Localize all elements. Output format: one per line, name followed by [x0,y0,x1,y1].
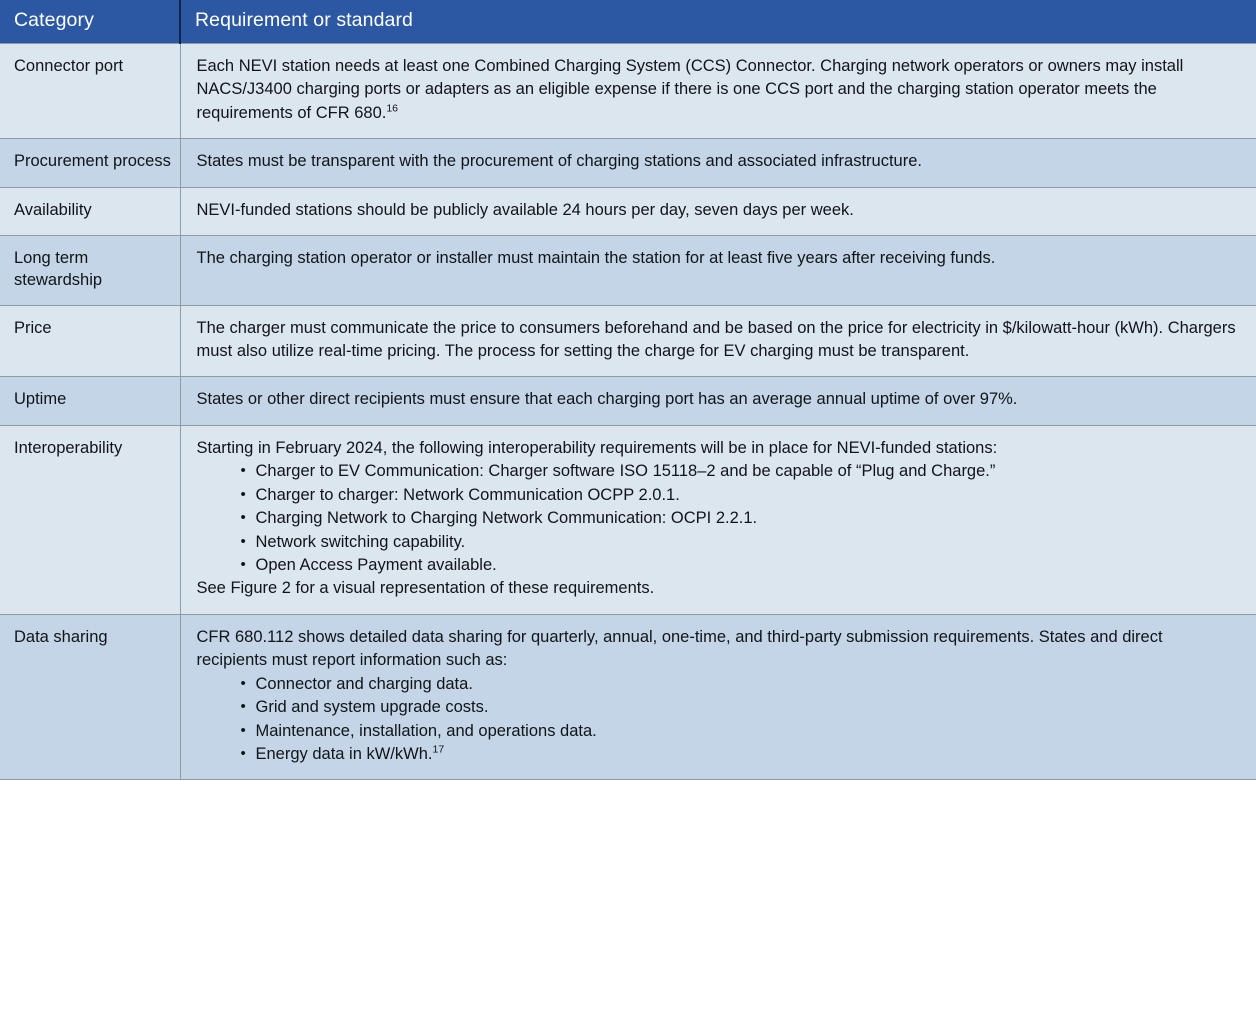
list-item [241,696,1237,719]
requirement-paragraph [197,626,1237,673]
paragraph-text: The charger must communicate the price to consumers beforehand and be based on the price for electricity in $/kilowatt-hour (kWh). Chargers must also utilize real-time pricing. The process for setting the charge for EV charging must be transparent. [196,318,1236,361]
list-item [241,460,1237,483]
paragraph-text: Each NEVI station needs at least one Combined Charging System (CCS) Connector. Charging network operators or owners may install NACS/J3400 charging ports or adapters as an eligible expense if there is one CCS port and the charging station operator meets the requirements of CFR 680. [196,57,1184,122]
cell-category [0,139,180,187]
list-item-text: Charging Network to Charging Network Communication: OCPI 2.2.1. [255,509,758,528]
category-label: Procurement process [14,152,171,171]
list-item [241,531,1237,554]
cell-category [0,614,180,780]
requirement-bullet-list [197,673,1237,767]
cell-category [0,425,180,614]
category-label: Data sharing [14,627,108,646]
column-header-category: Category [0,0,180,44]
requirement-bullet-list [197,460,1237,577]
table-row [0,377,1256,425]
cell-requirement [180,614,1256,780]
table-header [0,0,1256,44]
category-label: Connector port [14,57,124,75]
list-item-text: Maintenance, installation, and operations data. [255,721,597,740]
list-item [241,484,1237,507]
list-item [241,507,1237,530]
requirement-closing-text: See Figure 2 for a visual representation of these requirements. [196,579,655,598]
list-item-text: Energy data in kW/kWh. [255,744,433,763]
requirement-paragraph [197,437,1237,460]
list-item-text: Charger to charger: Network Communication OCPP 2.0.1. [255,485,680,504]
paragraph-text: States or other direct recipients must ensure that each charging port has an average annual uptime of over 97%. [196,390,1018,409]
table-row [0,425,1256,614]
cell-category [0,377,180,425]
table-row [0,614,1256,780]
cell-requirement [180,236,1256,306]
category-label: Long term stewardship [14,249,103,290]
table-body [0,44,1256,780]
cell-requirement [180,187,1256,235]
cell-requirement [180,305,1256,377]
list-item [241,720,1237,743]
table-row [0,236,1256,306]
paragraph-text: Starting in February 2024, the following interoperability requirements will be in place for NEVI-funded stations: [196,438,998,457]
list-item-text: Charger to EV Communication: Charger software ISO 15118–2 and be capable of “Plug and Charge.” [255,462,996,481]
requirement-paragraph [197,388,1237,411]
table-row [0,139,1256,187]
requirement-paragraph [197,55,1237,125]
cell-requirement [180,44,1256,139]
requirement-paragraph [197,247,1237,270]
table-row [0,44,1256,139]
paragraph-text: CFR 680.112 shows detailed data sharing for quarterly, annual, one-time, and third-party submission requirements. States and direct recipients must report information such as: [196,627,1163,670]
category-label: Uptime [14,390,67,409]
table-header-row [0,0,1256,44]
list-item-text: Connector and charging data. [255,674,473,693]
cell-category [0,44,180,139]
table-row [0,187,1256,235]
footnote-marker: 16 [386,102,399,115]
list-item-text: Open Access Payment available. [255,556,497,575]
category-label: Interoperability [14,438,123,457]
list-item-text: Grid and system upgrade costs. [255,698,489,717]
paragraph-text: The charging station operator or installer must maintain the station for at least five years after receiving funds. [196,249,996,268]
list-item [241,743,1237,766]
list-item [241,554,1237,577]
paragraph-text: NEVI-funded stations should be publicly available 24 hours per day, seven days per week. [196,200,854,219]
footnote-marker: 17 [432,743,445,756]
cell-category [0,187,180,235]
list-item [241,673,1237,696]
requirement-paragraph [197,199,1237,222]
column-header-requirement: Requirement or standard [180,0,1256,44]
category-label: Price [14,318,52,337]
paragraph-text: States must be transparent with the procurement of charging stations and associated infrastructure. [196,152,922,171]
cell-requirement [180,377,1256,425]
list-item-text: Network switching capability. [255,532,466,551]
requirement-paragraph [197,317,1237,364]
cell-requirement [180,139,1256,187]
cell-category [0,236,180,306]
cell-requirement [180,425,1256,614]
category-label: Availability [14,200,92,219]
requirement-paragraph [197,150,1237,173]
table-row [0,305,1256,377]
cell-category [0,305,180,377]
